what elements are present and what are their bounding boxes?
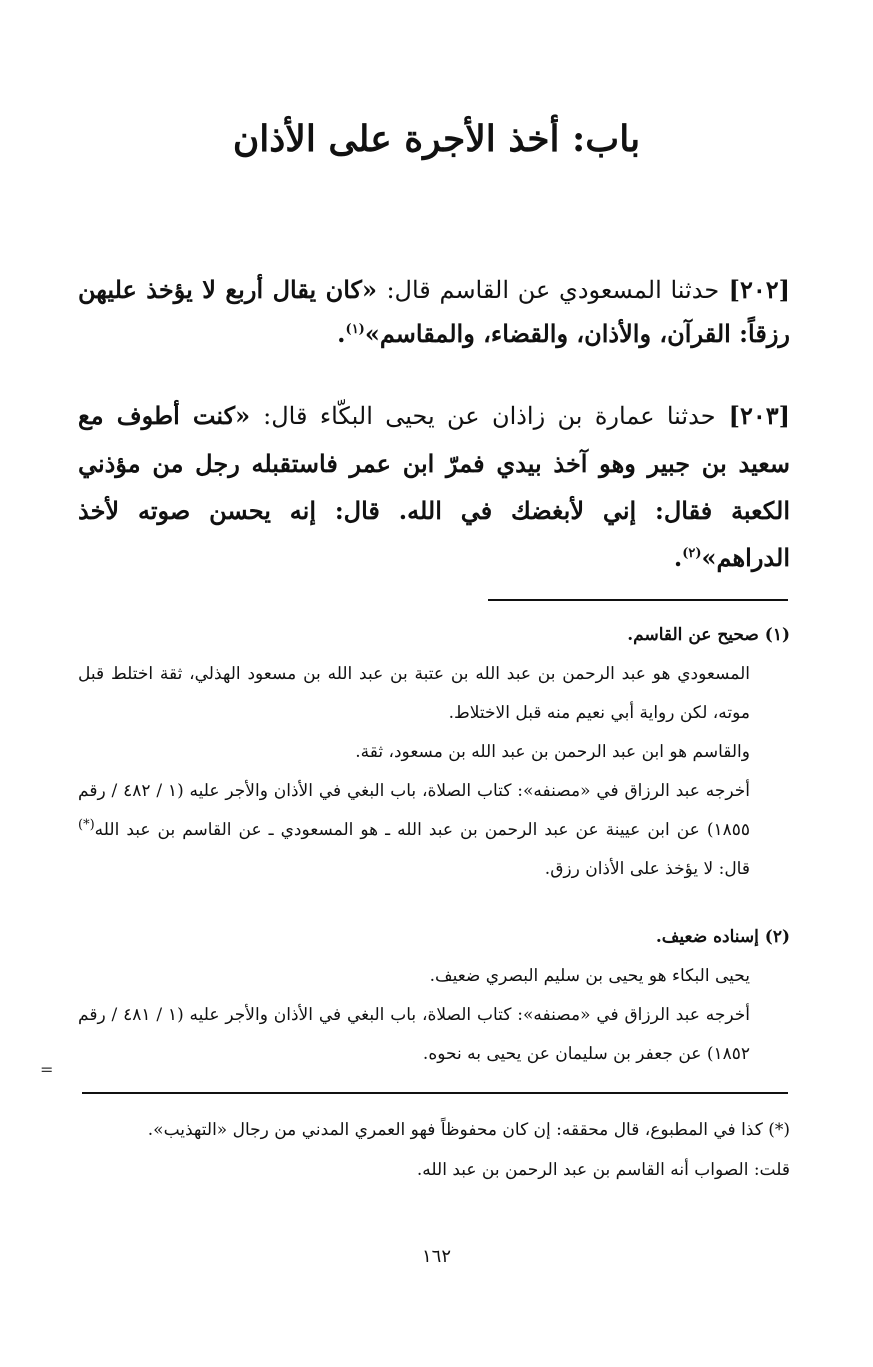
editor-note-divider [82,1092,788,1094]
footnote-1 [78,616,790,889]
hadith-number: [٢٠٢] [728,275,791,304]
hadith-number: [٢٠٣] [728,401,790,430]
footnote-line: قال: لا يؤخذ على الأذان رزق. [544,859,750,879]
chapter-title: باب: أخذ الأجرة على الأذان [232,118,641,160]
footnote-line: يحيى البكاء هو يحيى بن سليم البصري ضعيف. [429,966,750,986]
editor-note-line: (*) كذا في المطبوع، قال محققه: إن كان محفوظاً فهو العمري المدني من رجال «التهذيب». [147,1120,790,1140]
footnote-line: والقاسم هو ابن عبد الرحمن بن عبد الله بن مسعود، ثقة. [355,742,750,762]
hadith-202 [78,268,790,356]
hadith-matn: «كنت أطوف مع سعيد بن جبير وهو آخذ بيدي فمرّ ابن عمر فاستقبله رجل من مؤذني الكعبة فقال: إني لأبغضك في الله. قال: إنه يحسن صوته لأخذ الدراهم» [78,401,790,572]
hadith-end: . [673,543,683,572]
footnote-ref: (١) [345,322,365,337]
star-ref: (*) [78,817,95,833]
footnote-ref: (٢) [682,546,702,561]
footnote-heading: (٢) إسناده ضعيف. [655,927,790,947]
hadith-203 [78,392,790,581]
editor-note-line: قلت: الصواب أنه القاسم بن عبد الرحمن بن عبد الله. [416,1160,790,1180]
editor-note [78,1110,790,1190]
footnote-body [78,957,790,1074]
hadith-isnad: حدثنا عمارة بن زاذان عن يحيى البكّاء قال: [263,402,716,430]
footnote-line: أخرجه عبد الرزاق في «مصنفه»: كتاب الصلاة، باب البغي في الأذان والأجر عليه (١ / ٤٨١ / رقم ١٨٥٢) عن جعفر بن سليمان عن يحيى به نحوه. [78,1005,751,1064]
footnote-line: المسعودي هو عبد الرحمن بن عبد الله بن عتبة بن عبد الله بن مسعود الهذلي، ثقة اختلط قبل موته، لكن رواية أبي نعيم منه قبل الاختلاط. [78,664,750,723]
footnote-divider [488,599,788,601]
footnote-2 [78,918,790,1074]
hadith-end: . [337,319,346,348]
hadith-isnad: حدثنا المسعودي عن القاسم قال: [386,276,720,304]
continuation-mark: = [40,1060,54,1079]
page-number: ١٦٢ [421,1246,451,1267]
hadith-matn: «كان يقال أربع لا يؤخذ عليهن رزقاً: القرآن، والأذان، والقضاء، والمقاسم» [78,275,790,348]
footnote-body [78,655,790,889]
footnote-heading: (١) صحيح عن القاسم. [627,625,790,645]
footnote-line: أخرجه عبد الرزاق في «مصنفه»: كتاب الصلاة، باب البغي في الأذان والأجر عليه (١ / ٤٨٢ / رقم ١٨٥٥) عن ابن عيينة عن عبد الرحمن بن عبد الله ـ هو المسعودي ـ عن القاسم بن عبد الله [78,781,751,840]
